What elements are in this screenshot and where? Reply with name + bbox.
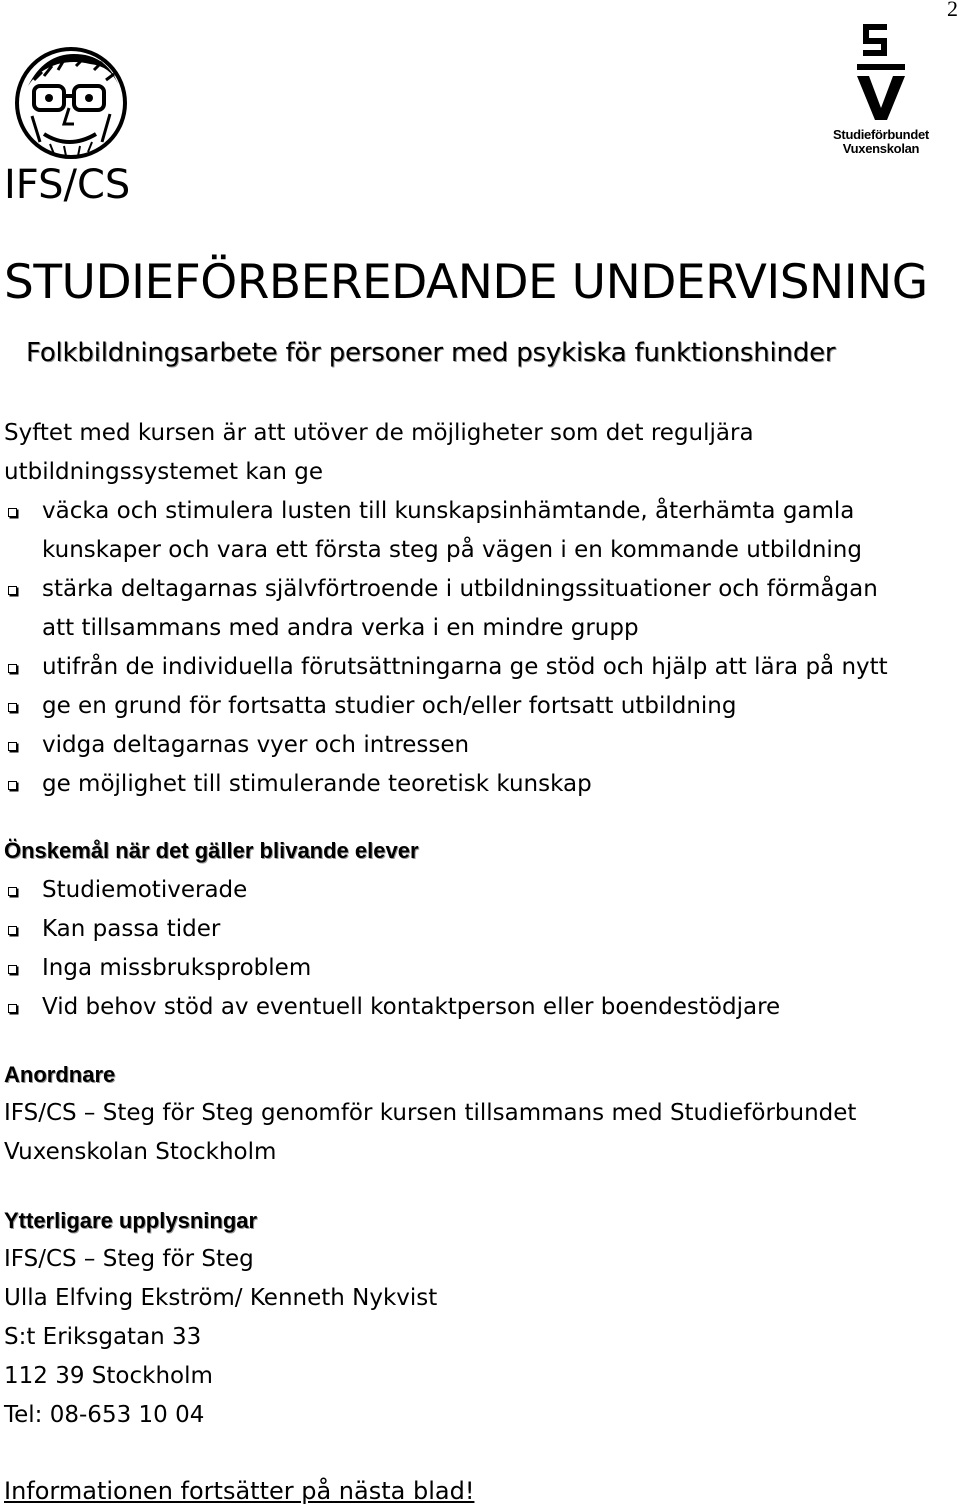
organizer-heading: Anordnare — [4, 1062, 116, 1087]
contact-line: S:t Eriksgatan 33 — [4, 1324, 202, 1350]
page-subtitle: Folkbildningsarbete för personer med psykiska funktionshinder — [26, 338, 836, 368]
contact-line: Ulla Elfving Ekström/ Kenneth Nykvist — [4, 1285, 438, 1311]
list-item — [6, 492, 888, 570]
list-item — [6, 871, 780, 910]
checkbox-bullet-icon — [8, 742, 17, 751]
checkbox-bullet-icon — [8, 1004, 17, 1013]
checkbox-bullet-icon — [8, 781, 17, 790]
list-item-line: utifrån de individuella förutsättningarna ge stöd och hjälp att lära på nytt — [42, 654, 888, 680]
face-drawing-logo — [14, 46, 128, 160]
list-item-line: vidga deltagarnas vyer och intressen — [42, 732, 470, 758]
list-item — [6, 988, 780, 1027]
list-item-line: Kan passa tider — [42, 916, 221, 942]
list-item — [6, 726, 888, 765]
goals-list — [6, 492, 888, 804]
list-item — [6, 687, 888, 726]
checkbox-bullet-icon — [8, 664, 17, 673]
list-item — [6, 570, 888, 648]
list-item-line: kunskaper och vara ett första steg på vägen i en kommande utbildning — [42, 537, 862, 563]
contact-heading: Ytterligare upplysningar — [4, 1208, 258, 1233]
continued-notice: Informationen fortsätter på nästa blad! — [4, 1477, 475, 1505]
wishes-list — [6, 871, 780, 1027]
organizer-line: IFS/CS – Steg för Steg genomför kursen tillsammans med Studieförbundet — [4, 1100, 857, 1126]
contact-block — [4, 1240, 437, 1435]
list-item-line: Studiemotiverade — [42, 877, 248, 903]
list-item-line: ge möjlighet till stimulerande teoretisk kunskap — [42, 771, 592, 797]
org-short-name: IFS/CS — [4, 162, 131, 208]
intro-paragraph — [4, 414, 754, 492]
list-item-line: att tillsammans med andra verka i en mindre grupp — [42, 615, 639, 641]
list-item — [6, 765, 888, 804]
list-item — [6, 910, 780, 949]
checkbox-bullet-icon — [8, 887, 17, 896]
page-number: 2 — [947, 0, 958, 21]
page-title: STUDIEFÖRBEREDANDE UNDERVISNING — [4, 255, 928, 310]
wishes-heading: Önskemål när det gäller blivande elever — [4, 838, 419, 863]
sv-logo — [825, 20, 937, 154]
list-item-line: stärka deltagarnas självförtroende i utbildningssituationer och förmågan — [42, 576, 878, 602]
intro-line: utbildningssystemet kan ge — [4, 459, 323, 485]
list-item — [6, 648, 888, 687]
logo-text-line2: Vuxenskolan — [842, 141, 920, 156]
checkbox-bullet-icon — [8, 926, 17, 935]
organizer-paragraph — [4, 1094, 856, 1172]
checkbox-bullet-icon — [8, 586, 17, 595]
list-item-line: väcka och stimulera lusten till kunskapsinhämtande, återhämta gamla — [42, 498, 855, 524]
sv-mark-icon — [825, 20, 937, 124]
list-item-line: Vid behov stöd av eventuell kontaktperson eller boendestödjare — [42, 994, 781, 1020]
checkbox-bullet-icon — [8, 965, 17, 974]
list-item — [6, 949, 780, 988]
logo-text-line1: Studieförbundet — [833, 127, 929, 142]
contact-line: Tel: 08-653 10 04 — [4, 1402, 205, 1428]
list-item-line: Inga missbruksproblem — [42, 955, 312, 981]
contact-line: 112 39 Stockholm — [4, 1363, 213, 1389]
contact-line: IFS/CS – Steg för Steg — [4, 1246, 254, 1272]
organizer-line: Vuxenskolan Stockholm — [4, 1139, 277, 1165]
checkbox-bullet-icon — [8, 508, 17, 517]
intro-line: Syftet med kursen är att utöver de möjligheter som det reguljära — [4, 420, 754, 446]
checkbox-bullet-icon — [8, 703, 17, 712]
list-item-line: ge en grund för fortsatta studier och/eller fortsatt utbildning — [42, 693, 737, 719]
